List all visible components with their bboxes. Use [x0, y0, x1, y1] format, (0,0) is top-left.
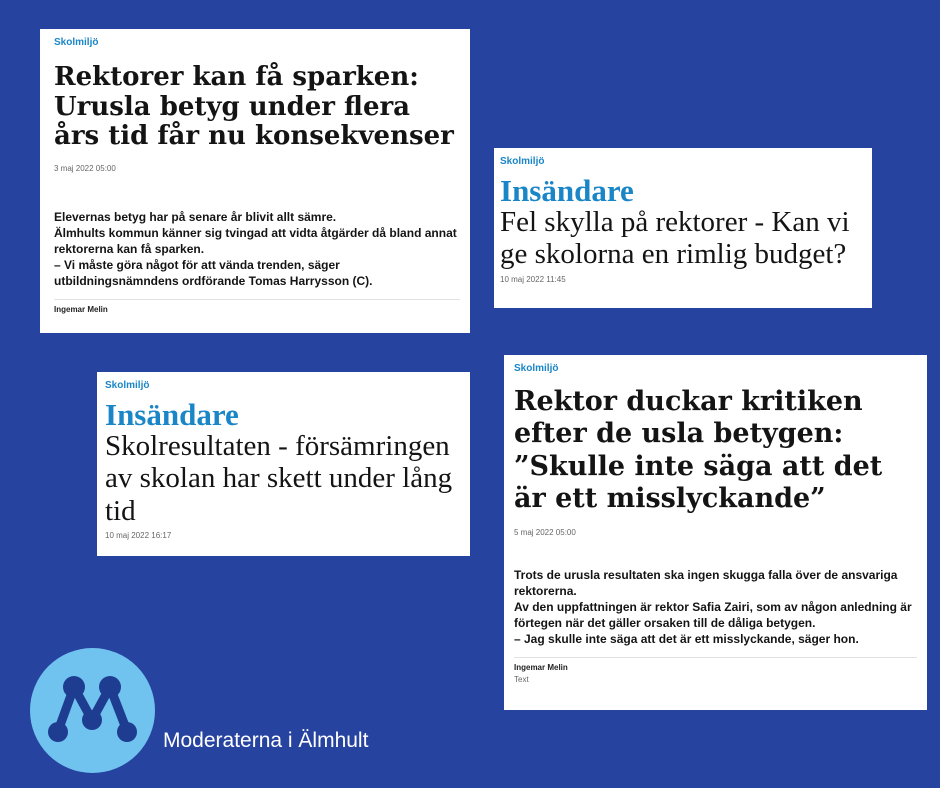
- article-lead: Trots de urusla resultaten ska ingen skugga falla över de ansvariga rektorerna. Av den uppfattningen är rektor Safia Zairi, som av någon anledning är förtegen när det gäller orsaken till de dåliga betygen. – Jag skulle inte säga att det är ett misslyckande, säger hon.: [514, 567, 912, 646]
- article-card-insandare-skolresultaten[interactable]: [97, 372, 470, 556]
- article-card-rektor-duckar[interactable]: [504, 355, 927, 710]
- article-headline[interactable]: Skolresultaten - försämringen av skolan har skett under lång tid: [105, 430, 453, 527]
- article-headline[interactable]: Rektorer kan få sparken: Urusla betyg under flera års tid får nu konsekvenser: [54, 62, 454, 152]
- article-kicker: Insändare: [105, 397, 239, 432]
- article-headline[interactable]: Rektor duckar kritiken efter de usla betygen: ”Skulle inte säga att det är ett misslyckande”: [514, 386, 883, 515]
- article-date: 10 maj 2022 16:17: [105, 531, 172, 541]
- organization-name: Moderaterna i Älmhult: [163, 729, 369, 752]
- section-label: Skolmiljö: [54, 37, 99, 48]
- article-headline[interactable]: Fel skylla på rektorer - Kan vi ge skolorna en rimlig budget?: [500, 206, 850, 271]
- section-label: Skolmiljö: [514, 363, 559, 374]
- article-author: Ingemar Melin: [54, 304, 108, 314]
- section-label: Skolmiljö: [105, 380, 150, 391]
- divider: [514, 657, 917, 658]
- article-date: 5 maj 2022 05:00: [514, 527, 576, 537]
- article-kicker: Insändare: [500, 173, 634, 208]
- article-lead: Elevernas betyg har på senare år blivit allt sämre. Älmhults kommun känner sig tvingad att vidta åtgärder då bland annat rektorerna kan få sparken. – Vi måste göra något för att vända trenden, säger utbildningsnämndens ordförande Tomas Harrysson (C).: [54, 209, 457, 288]
- article-date: 3 maj 2022 05:00: [54, 163, 116, 173]
- moderaterna-m-logo-icon: [30, 648, 155, 773]
- article-type-label: Text: [514, 674, 529, 684]
- article-card-insandare-budget[interactable]: [494, 148, 872, 308]
- section-label: Skolmiljö: [500, 156, 545, 167]
- article-date: 10 maj 2022 11:45: [500, 274, 566, 284]
- article-card-rektorer-sparken[interactable]: [40, 29, 470, 333]
- article-author: Ingemar Melin: [514, 662, 568, 672]
- divider: [54, 299, 460, 300]
